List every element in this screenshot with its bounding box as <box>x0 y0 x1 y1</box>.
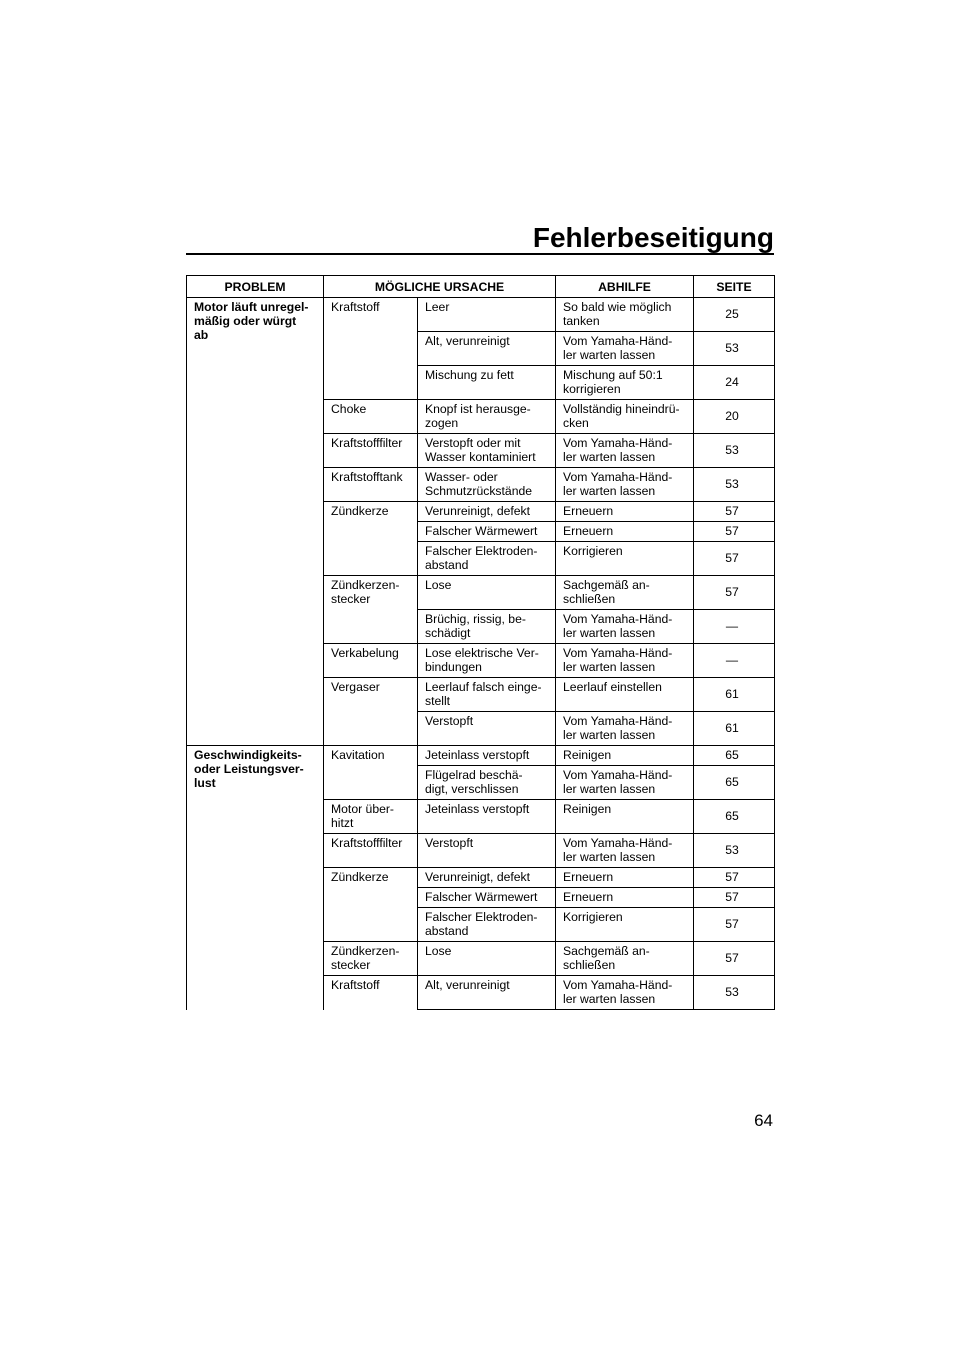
cause-cell: Jeteinlass verstopft <box>418 800 556 834</box>
remedy-cell: Korrigieren <box>556 542 694 576</box>
page-ref: 53 <box>725 443 739 457</box>
page-cell <box>694 712 775 746</box>
page-cell <box>694 522 775 542</box>
page-cell <box>694 298 775 332</box>
category-cell: Zündkerzen- stecker <box>324 576 418 644</box>
table-header-row <box>187 276 775 298</box>
cause-cell: Leerlauf falsch einge- stellt <box>418 678 556 712</box>
page-cell <box>694 366 775 400</box>
remedy-cell: Vom Yamaha-Händ- ler warten lassen <box>556 468 694 502</box>
category-cell: Kraftstofffilter <box>324 434 418 468</box>
page-ref: 65 <box>725 748 739 762</box>
header-problem: PROBLEM <box>187 276 324 298</box>
problem-cell: Motor läuft unregel- mäßig oder würgt ab <box>187 298 324 746</box>
page-cell <box>694 400 775 434</box>
cause-cell: Alt, verunreinigt <box>418 976 556 1010</box>
cause-cell: Verstopft oder mit Wasser kontaminiert <box>418 434 556 468</box>
cause-cell: Falscher Wärmewert <box>418 888 556 908</box>
page-ref: 61 <box>725 721 739 735</box>
remedy-cell: Erneuern <box>556 502 694 522</box>
page-ref: 57 <box>725 551 739 565</box>
category-cell: Zündkerze <box>324 868 418 942</box>
page-ref: 57 <box>725 917 739 931</box>
page-ref: 53 <box>725 477 739 491</box>
page-title: Fehlerbeseitigung <box>532 222 774 253</box>
page-ref: 53 <box>725 341 739 355</box>
page-ref: 20 <box>725 409 739 423</box>
category-cell: Kraftstoff <box>324 298 418 400</box>
troubleshooting-table <box>186 275 775 1010</box>
category-cell: Kraftstoff <box>324 976 418 1010</box>
cause-cell: Falscher Wärmewert <box>418 522 556 542</box>
page-cell <box>694 434 775 468</box>
page-ref: 24 <box>725 375 739 389</box>
remedy-cell: Vom Yamaha-Händ- ler warten lassen <box>556 712 694 746</box>
header-page: SEITE <box>694 276 775 298</box>
title-rule <box>186 253 774 255</box>
page-ref: 57 <box>725 870 739 884</box>
remedy-cell: Erneuern <box>556 522 694 542</box>
cause-cell: Verunreinigt, defekt <box>418 868 556 888</box>
page-ref: 57 <box>725 585 739 599</box>
page-number: 64 <box>754 1111 773 1130</box>
table-row <box>187 746 775 766</box>
page-cell <box>694 502 775 522</box>
remedy-cell: Vom Yamaha-Händ- ler warten lassen <box>556 610 694 644</box>
remedy-cell: Vom Yamaha-Händ- ler warten lassen <box>556 332 694 366</box>
remedy-cell: Vom Yamaha-Händ- ler warten lassen <box>556 644 694 678</box>
page-cell <box>694 834 775 868</box>
page-ref: 65 <box>725 775 739 789</box>
page-ref: — <box>725 653 739 667</box>
category-cell: Zündkerze <box>324 502 418 576</box>
remedy-cell: Vom Yamaha-Händ- ler warten lassen <box>556 834 694 868</box>
page-cell <box>694 468 775 502</box>
header-cause: MÖGLICHE URSACHE <box>324 276 556 298</box>
page-cell <box>694 746 775 766</box>
page-ref: 57 <box>725 951 739 965</box>
remedy-cell: Vom Yamaha-Händ- ler warten lassen <box>556 766 694 800</box>
cause-cell: Verstopft <box>418 834 556 868</box>
cause-cell: Leer <box>418 298 556 332</box>
cause-cell: Wasser- oder Schmutzrückstände <box>418 468 556 502</box>
page-cell <box>694 678 775 712</box>
cause-cell: Jeteinlass verstopft <box>418 746 556 766</box>
cause-cell: Lose <box>418 942 556 976</box>
page-cell <box>694 576 775 610</box>
page-cell <box>694 888 775 908</box>
page-cell <box>694 800 775 834</box>
category-cell: Kraftstofffilter <box>324 834 418 868</box>
page-cell <box>694 976 775 1010</box>
cause-cell: Falscher Elektroden- abstand <box>418 542 556 576</box>
remedy-cell: Leerlauf einstellen <box>556 678 694 712</box>
table-body <box>187 298 775 1010</box>
remedy-cell: Vom Yamaha-Händ- ler warten lassen <box>556 976 694 1010</box>
page-ref: 25 <box>725 307 739 321</box>
cause-cell: Knopf ist herausge- zogen <box>418 400 556 434</box>
remedy-cell: Reinigen <box>556 746 694 766</box>
category-cell: Choke <box>324 400 418 434</box>
category-cell: Vergaser <box>324 678 418 746</box>
remedy-cell: Erneuern <box>556 888 694 908</box>
category-cell: Verkabelung <box>324 644 418 678</box>
cause-cell: Falscher Elektroden- abstand <box>418 908 556 942</box>
page-ref: 61 <box>725 687 739 701</box>
page-ref: 57 <box>725 890 739 904</box>
page-cell <box>694 542 775 576</box>
page-cell <box>694 908 775 942</box>
page-cell <box>694 766 775 800</box>
category-cell: Zündkerzen- stecker <box>324 942 418 976</box>
category-cell: Kavitation <box>324 746 418 800</box>
remedy-cell: Reinigen <box>556 800 694 834</box>
remedy-cell: Sachgemäß an- schließen <box>556 576 694 610</box>
page-ref: 53 <box>725 985 739 999</box>
cause-cell: Verunreinigt, defekt <box>418 502 556 522</box>
remedy-cell: Vollständig hineindrü- cken <box>556 400 694 434</box>
cause-cell: Flügelrad beschä- digt, verschlissen <box>418 766 556 800</box>
page-ref: 53 <box>725 843 739 857</box>
page-ref: 57 <box>725 524 739 538</box>
remedy-cell: Sachgemäß an- schließen <box>556 942 694 976</box>
remedy-cell: Vom Yamaha-Händ- ler warten lassen <box>556 434 694 468</box>
header-remedy: ABHILFE <box>556 276 694 298</box>
remedy-cell: Korrigieren <box>556 908 694 942</box>
page-ref: — <box>725 619 739 633</box>
page-cell <box>694 644 775 678</box>
table-row <box>187 298 775 332</box>
remedy-cell: Mischung auf 50:1 korrigieren <box>556 366 694 400</box>
remedy-cell: Erneuern <box>556 868 694 888</box>
page-cell <box>694 610 775 644</box>
page-cell <box>694 942 775 976</box>
category-cell: Kraftstofftank <box>324 468 418 502</box>
remedy-cell: So bald wie möglich tanken <box>556 298 694 332</box>
page-cell <box>694 332 775 366</box>
cause-cell: Lose <box>418 576 556 610</box>
problem-cell: Geschwindigkeits- oder Leistungsver- lust <box>187 746 324 1010</box>
page-ref: 65 <box>725 809 739 823</box>
cause-cell: Lose elektrische Ver- bindungen <box>418 644 556 678</box>
page-cell <box>694 868 775 888</box>
category-cell: Motor über- hitzt <box>324 800 418 834</box>
cause-cell: Brüchig, rissig, be- schädigt <box>418 610 556 644</box>
cause-cell: Verstopft <box>418 712 556 746</box>
cause-cell: Mischung zu fett <box>418 366 556 400</box>
page-ref: 57 <box>725 504 739 518</box>
cause-cell: Alt, verunreinigt <box>418 332 556 366</box>
